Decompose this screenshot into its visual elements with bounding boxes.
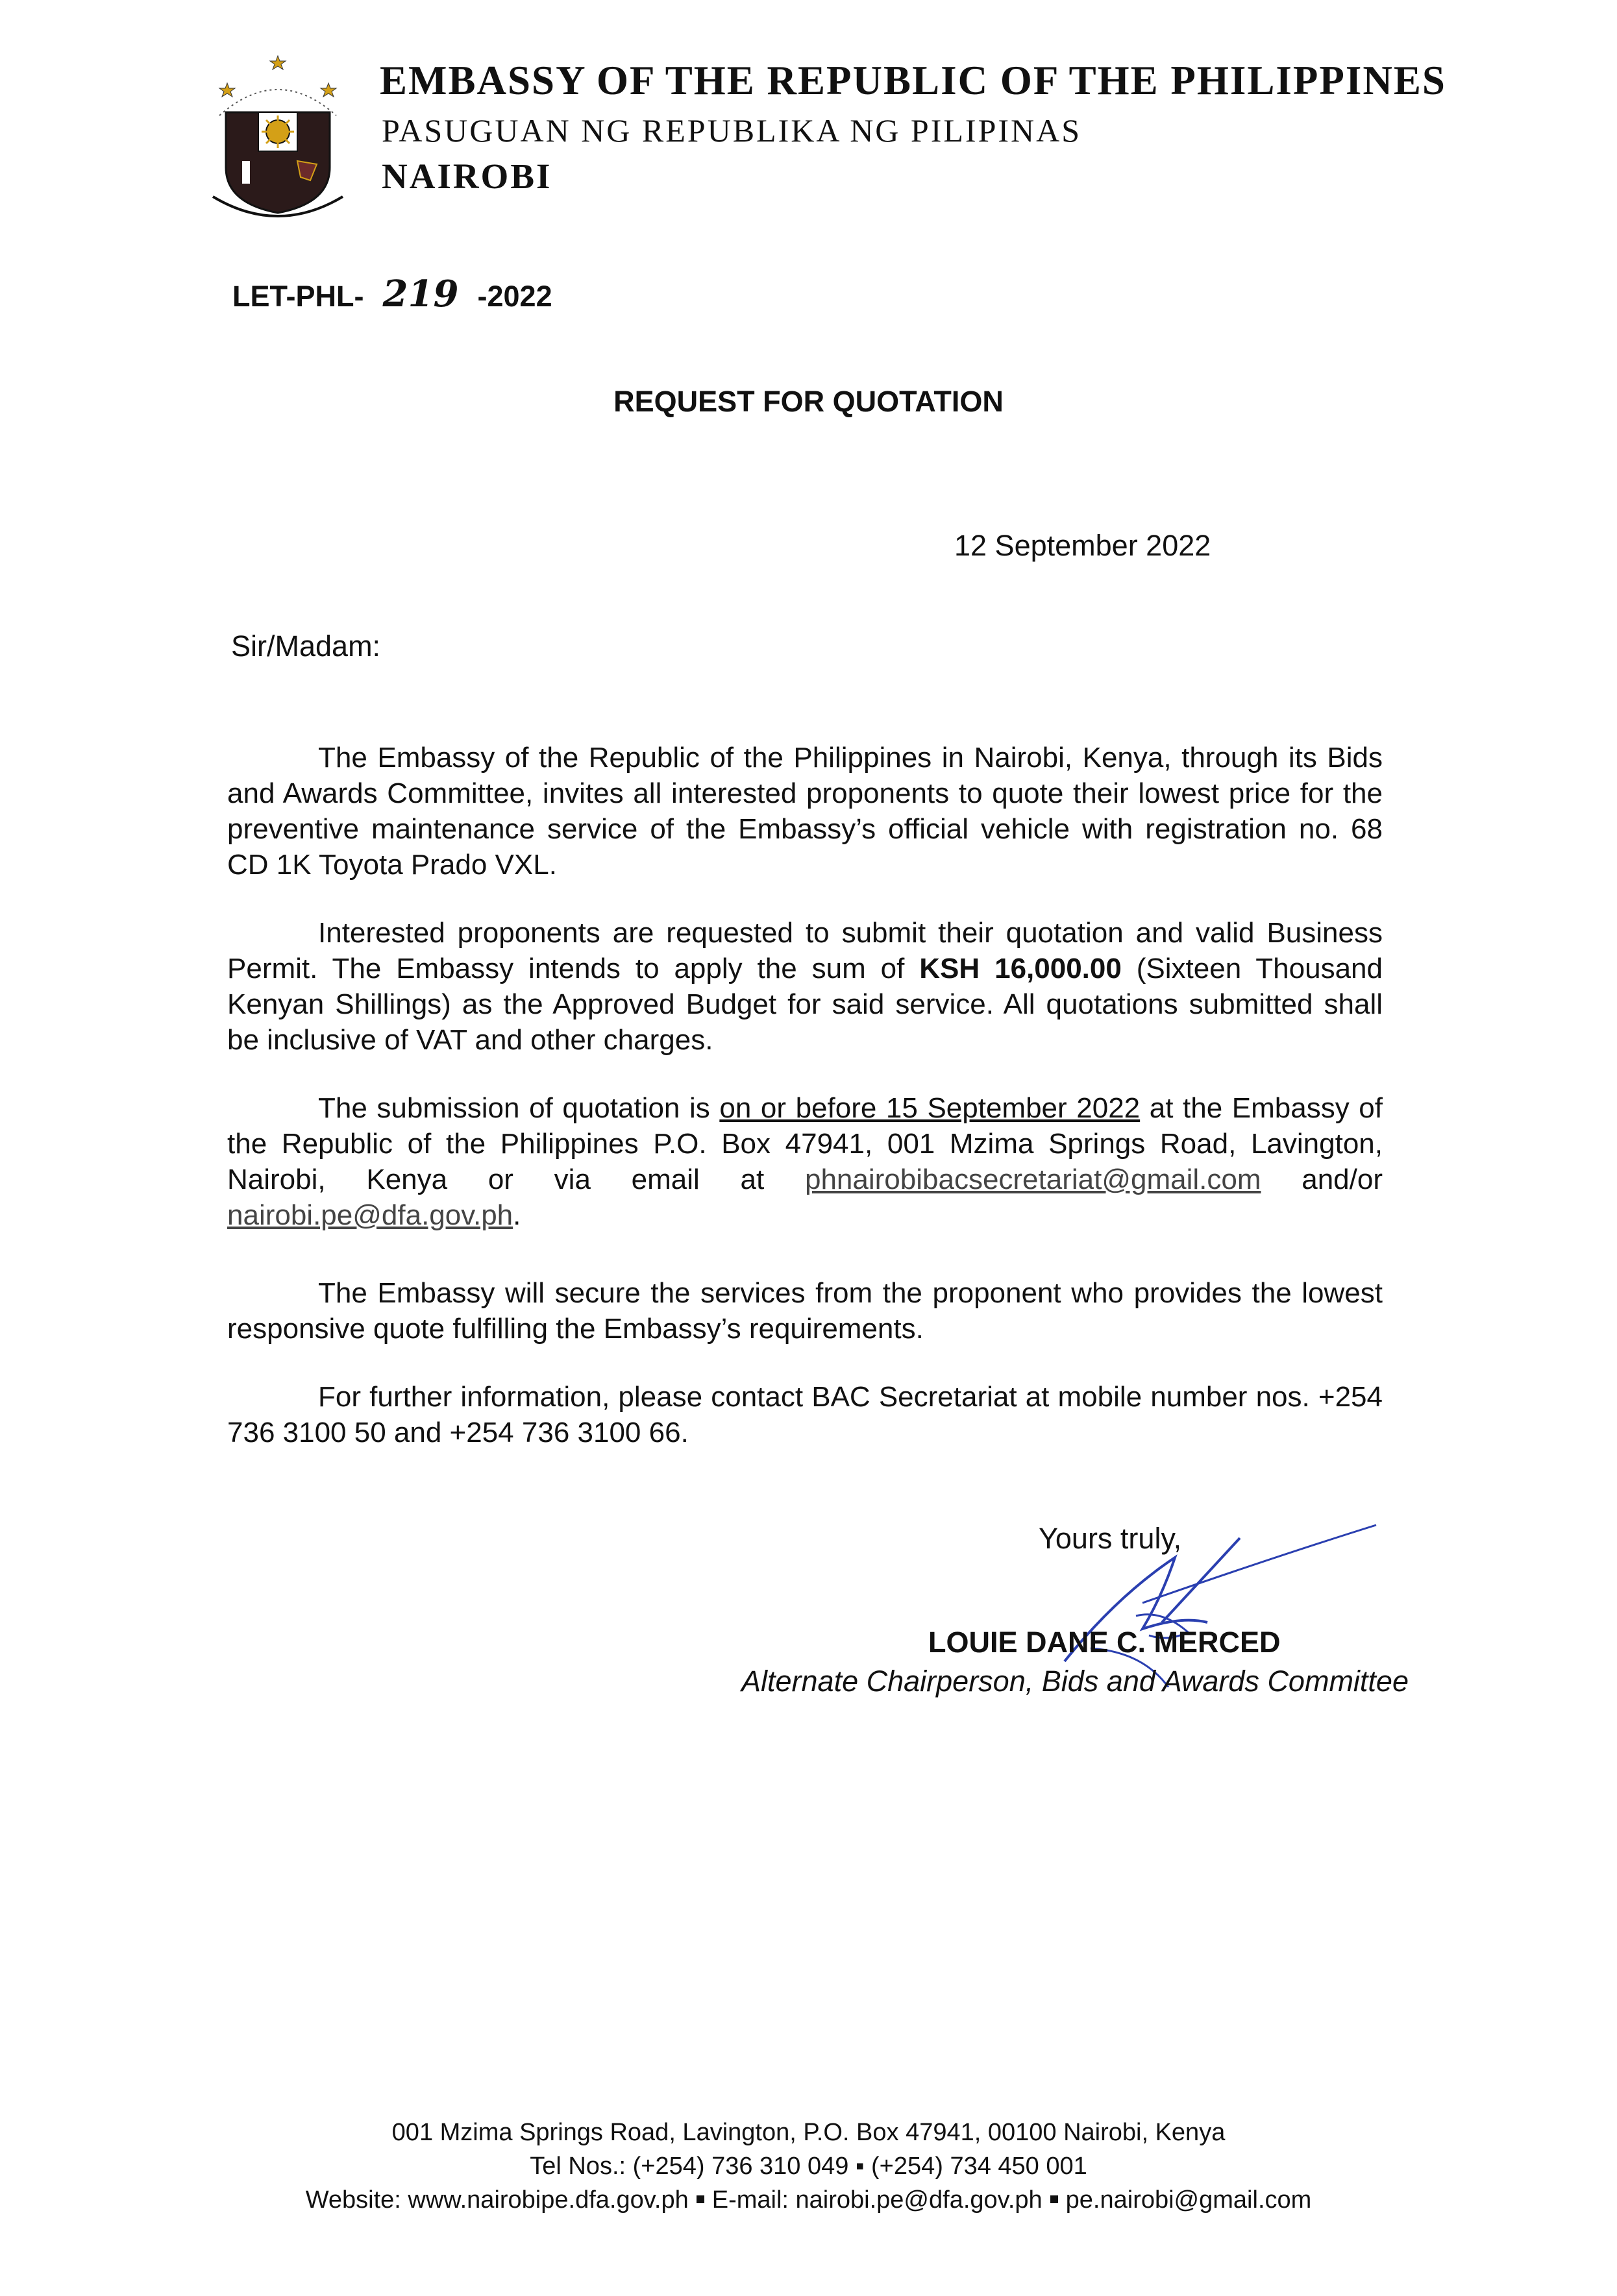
paragraph-submission-text-c: and/or [1261,1164,1383,1195]
handwritten-signature [1013,1519,1415,1687]
paragraph-budget-text-b: (Sixteen Thousand Kenyan Shillings) as the Approved Budget for said service. All quotations submitted shall be inclusive of VAT and other charges. [227,953,1383,1056]
footer-telephone: Tel Nos.: (+254) 736 310 049 ▪ (+254) 734 450 001 [530,2153,1087,2180]
footer-web-email [0,2183,1617,2217]
submission-deadline: on or before 15 September 2022 [719,1092,1141,1124]
paragraph-contact [227,1379,1383,1450]
philippine-coat-of-arms-seal [206,51,349,226]
letterhead-embassy-name: EMBASSY OF THE REPUBLIC OF THE PHILIPPINES [380,58,1446,103]
salutation: Sir/Madam: [231,629,381,663]
footer-address: 001 Mzima Springs Road, Lavington, P.O. Box 47941, 00100 Nairobi, Kenya [391,2119,1226,2146]
paragraph-submission-text-b: at the Embassy of the Republic of the Philippines P.O. Box 47941, 001 Mzima Springs Road, Lavington, Nairobi, Kenya or via email at [227,1092,1383,1195]
paragraph-budget-text-a: Interested proponents are requested to submit their quotation and valid Business Permit. The Embassy intends to apply the sum of [227,917,1383,984]
paragraph-budget [227,915,1383,1058]
signatory-position: Alternate Chairperson, Bids and Awards Committee [741,1665,1409,1698]
footer-email-alt[interactable]: pe.nairobi@gmail.com [1065,2186,1312,2214]
footer-email[interactable]: E-mail: nairobi.pe@dfa.gov.ph [711,2186,1043,2214]
bac-email-link[interactable]: phnairobibacsecretariat@gmail.com [804,1164,1261,1195]
budget-amount: KSH 16,000.00 [919,953,1122,984]
bullet-separator [697,2195,704,2203]
reference-number-line [232,273,552,315]
closing: Yours truly, [1039,1522,1182,1555]
reference-prefix: LET-PHL- [232,280,364,313]
signatory-name: LOUIE DANE C. MERCED [928,1626,1281,1659]
letterhead-city: NAIROBI [382,156,552,196]
paragraph-submission-text-a: The submission of quotation is [318,1092,720,1124]
footer-website[interactable]: Website: www.nairobipe.dfa.gov.ph [305,2186,689,2214]
letter-date: 12 September 2022 [954,529,1211,562]
document-title: REQUEST FOR QUOTATION [613,385,1004,418]
reference-handwritten-number: 219 [382,273,459,315]
paragraph-invitation [227,740,1383,883]
paragraph-submission [227,1090,1383,1233]
letterhead-filipino-name: PASUGUAN NG REPUBLIKA NG PILIPINAS [382,112,1082,149]
paragraph-award-text: The Embassy will secure the services from the proponent who provides the lowest responsive quote fulfilling the Embassy’s requirements. [227,1277,1383,1345]
reference-suffix: -2022 [477,280,552,313]
paragraph-contact-text: For further information, please contact BAC Secretariat at mobile number nos. +254 736 3100 50 and +254 736 3100 66. [227,1381,1383,1448]
paragraph-award [227,1275,1383,1347]
paragraph-submission-text-d: . [513,1199,521,1231]
bullet-separator [1050,2195,1058,2203]
paragraph-invitation-text: The Embassy of the Republic of the Philippines in Nairobi, Kenya, through its Bids and Awards Committee, invites all interested proponents to quote their lowest price for the preventive maintenance service of the Embassy’s official vehicle with registration no. 68 CD 1K Toyota Prado VXL. [227,742,1383,881]
embassy-email-link[interactable]: nairobi.pe@dfa.gov.ph [227,1199,513,1231]
